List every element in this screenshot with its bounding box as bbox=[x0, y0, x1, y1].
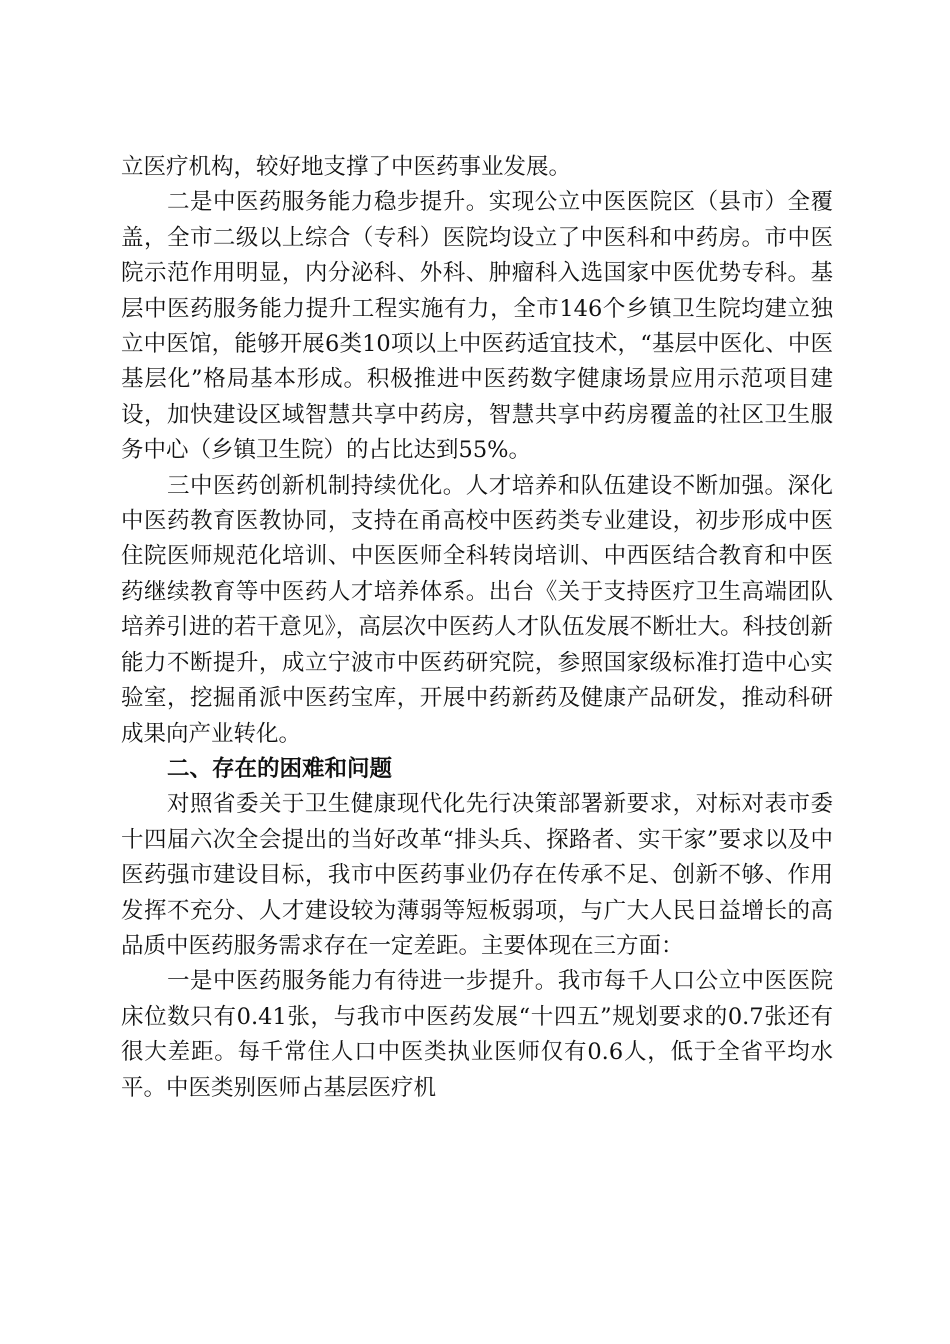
paragraph-continuation: 立医疗机构，较好地支撑了中医药事业发展。 bbox=[121, 154, 572, 180]
section-heading-problems: 二、存在的困难和问题 bbox=[167, 755, 393, 782]
paragraph-problems-overview: 对照省委关于卫生健康现代化先行决策部署新要求，对标对表市委十四届六次全会提出的当好改革“排头兵、探路者、实干家”要求以及中医药强市建设目标，我市中医药事业仍存在传承不足、创新不够、作用发挥不充分、人才建设较为薄弱等短板弱项，与广大人民日益增长的高品质中医药服务需求存在一定差距。主要体现在三方面： bbox=[121, 791, 833, 959]
paragraph-capacity-gap: 一是中医药服务能力有待进一步提升。我市每千人口公立中医医院床位数只有0.41张，与我市中医药发展“十四五”规划要求的0.7张还有很大差距。每千常住人口中医类执业医师仅有0.6人，低于全省平均水平。中医类别医师占基层医疗机 bbox=[121, 968, 833, 1101]
paragraph-innovation-mechanism: 三中医药创新机制持续优化。人才培养和队伍建设不断加强。深化中医药教育医教协同，支持在甬高校中医药类专业建设，初步形成中医住院医师规范化培训、中医医师全科转岗培训、中西医结合教育和中医药继续教育等中医药人才培养体系。出台《关于支持医疗卫生高端团队培养引进的若干意见》，高层次中医药人才队伍发展不断壮大。科技创新能力不断提升，成立宁波市中医药研究院，参照国家级标准打造中心实验室，挖掘甬派中医药宝库，开展中药新药及健康产品研发，推动科研成果向产业转化。 bbox=[121, 472, 833, 747]
paragraph-service-capacity: 二是中医药服务能力稳步提升。实现公立中医医院区（县市）全覆盖，全市二级以上综合（专科）医院均设立了中医科和中药房。市中医院示范作用明显，内分泌科、外科、肿瘤科入选国家中医优势专科。基层中医药服务能力提升工程实施有力，全市146个乡镇卫生院均建立独立中医馆，能够开展6类10项以上中医药适宜技术，“基层中医化、中医基层化”格局基本形成。积极推进中医药数字健康场景应用示范项目建设，加快建设区域智慧共享中药房，智慧共享中药房覆盖的社区卫生服务中心（乡镇卫生院）的占比达到55%。 bbox=[121, 189, 833, 464]
document-page bbox=[121, 150, 833, 1106]
